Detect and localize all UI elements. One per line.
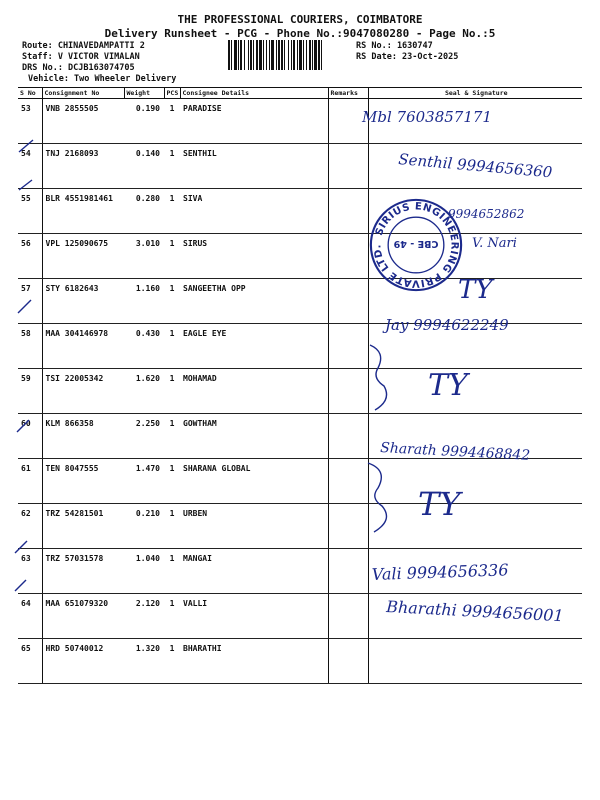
barcode-bar [248,40,249,70]
staff-label: Staff: V VICTOR VIMALAN [22,52,140,62]
signature-58: Jay 9994622249 [385,316,509,334]
consignee-cell: GOWTHAM [180,414,328,459]
consignee-cell: MOHAMAD [180,369,328,414]
signature-56: V. Nari [472,236,517,251]
signature-cell [368,459,582,504]
barcode-bar [309,40,311,70]
sno-cell: 53 [18,99,42,144]
consignee-cell: EAGLE EYE [180,324,328,369]
weight-cell: 0.210 [124,504,164,549]
table-row [18,189,582,234]
consignee-cell: SIVA [180,189,328,234]
weight-cell: 3.010 [124,234,164,279]
barcode-bar [312,40,313,70]
drs-label: DRS No.: DCJB163074705 [22,63,135,73]
signature-54: Senthil 9994656360 [397,150,553,182]
barcode-bar [240,40,242,70]
consignment-cell: KLM 866358 [42,414,124,459]
signature-64: Vali 9994656336 [371,560,509,584]
table-row [18,594,582,639]
signature-cell [368,414,582,459]
barcode-bar [234,40,237,70]
barcode-bar [250,40,252,70]
remarks-cell [328,324,368,369]
signature-65: Bharathi 9994656001 [385,597,565,626]
barcode-bar [297,40,298,70]
pcs-cell: 1 [164,459,180,504]
consignment-cell: MAA 304146978 [42,324,124,369]
barcode-bar [278,40,280,70]
table-header-row [18,88,582,99]
signature-cell [368,549,582,594]
sno-cell: 65 [18,639,42,684]
consignment-cell: STY 6182643 [42,279,124,324]
pcs-cell: 1 [164,324,180,369]
table-row [18,234,582,279]
consignee-cell: SIRUS [180,234,328,279]
remarks-cell [328,459,368,504]
signature-55: 9994652862 [448,207,525,221]
pcs-cell: 1 [164,414,180,459]
sno-cell: 56 [18,234,42,279]
signature-60: TY [428,368,468,403]
table-row [18,324,582,369]
barcode-bar [291,40,292,70]
route-label: Route: CHINAVEDAMPATTI 2 [22,41,145,51]
weight-cell: 1.040 [124,549,164,594]
weight-cell: 0.190 [124,99,164,144]
pcs-cell: 1 [164,369,180,414]
barcode-bar [266,40,267,70]
barcode-bar [281,40,283,70]
signature-cell [368,99,582,144]
barcode-bar [256,40,258,70]
pcs-cell: 1 [164,99,180,144]
col-remarks: Remarks [328,88,368,99]
table-row [18,369,582,414]
weight-cell: 1.620 [124,369,164,414]
weight-cell: 1.470 [124,459,164,504]
table-row [18,639,582,684]
consignment-cell: TEN 8047555 [42,459,124,504]
sno-cell: 62 [18,504,42,549]
barcode-bar [306,40,307,70]
barcode-bar [303,40,304,70]
consignment-cell: TRZ 57031578 [42,549,124,594]
signature-cell [368,369,582,414]
signature-cell [368,504,582,549]
sno-cell: 58 [18,324,42,369]
barcode-bar [284,40,285,70]
remarks-cell [328,99,368,144]
weight-cell: 0.140 [124,144,164,189]
barcode-bar [269,40,270,70]
weight-cell: 0.280 [124,189,164,234]
weight-cell: 1.320 [124,639,164,684]
signature-cell [368,639,582,684]
consignment-cell: TNJ 2168093 [42,144,124,189]
table-row [18,99,582,144]
seal-center-text: CBE - 49 [393,238,439,250]
signature-cell [368,594,582,639]
remarks-cell [328,639,368,684]
weight-cell: 0.430 [124,324,164,369]
col-weight: Weight [124,88,164,99]
consignment-cell: BLR 4551981461 [42,189,124,234]
remarks-cell [328,234,368,279]
consignee-cell: VALLI [180,594,328,639]
table-row [18,414,582,459]
sno-cell: 55 [18,189,42,234]
consignment-cell: TRZ 54281501 [42,504,124,549]
consignee-cell: BHARATHI [180,639,328,684]
table-row [18,549,582,594]
barcode-bar [253,40,254,70]
sno-cell: 64 [18,594,42,639]
sno-cell: 57 [18,279,42,324]
barcode-bar [314,40,317,70]
barcode-bar [293,40,295,70]
pcs-cell: 1 [164,144,180,189]
remarks-cell [328,594,368,639]
barcode-bar [276,40,277,70]
weight-cell: 2.120 [124,594,164,639]
consignee-cell: URBEN [180,504,328,549]
consignee-cell: MANGAI [180,549,328,594]
consignment-cell: MAA 651079320 [42,594,124,639]
barcode-bar [259,40,262,70]
table-row [18,144,582,189]
barcode-bar [299,40,302,70]
signature-57: TY [458,275,493,305]
company-name: THE PROFESSIONAL COURIERS, COIMBATORE [177,13,423,26]
signature-cell [368,324,582,369]
barcode-bar [271,40,274,70]
pcs-cell: 1 [164,189,180,234]
sno-cell: 59 [18,369,42,414]
pcs-cell: 1 [164,549,180,594]
rs-date: RS Date: 23-Oct-2025 [356,52,459,62]
consignee-cell: PARADISE [180,99,328,144]
pcs-cell: 1 [164,594,180,639]
sno-cell: 63 [18,549,42,594]
pcs-cell: 1 [164,279,180,324]
sno-cell: 60 [18,414,42,459]
table-row [18,279,582,324]
signature-63: TY [418,485,461,523]
barcode-bar [228,40,230,70]
pcs-cell: 1 [164,639,180,684]
consignment-cell: TSI 22005342 [42,369,124,414]
col-consignee: Consignee Details [180,88,328,99]
weight-cell: 1.160 [124,279,164,324]
col-sno: S No [18,88,42,99]
consignment-cell: HRD 50740012 [42,639,124,684]
remarks-cell [328,414,368,459]
company-seal [368,197,464,293]
barcode [228,40,352,70]
runsheet-subtitle: Delivery Runsheet - PCG - Phone No.:9047080280 - Page No.:5 [104,27,496,40]
barcode-bar [238,40,239,70]
remarks-cell [328,504,368,549]
pcs-cell: 1 [164,234,180,279]
signature-61: Sharath 9994468842 [379,440,531,464]
seal-ring-text: SIRIUS ENGINEERING PRIVATE LTD. [372,201,460,289]
col-consignment: Consignment No [42,88,124,99]
signature-53: Mbl 7603857171 [362,108,492,126]
table-row [18,459,582,504]
consignee-cell: SENTHIL [180,144,328,189]
remarks-cell [328,144,368,189]
barcode-bar [231,40,232,70]
sno-cell: 61 [18,459,42,504]
consignment-cell: VPL 125090675 [42,234,124,279]
remarks-cell [328,369,368,414]
barcode-bar [244,40,245,70]
consignee-cell: SHARANA GLOBAL [180,459,328,504]
vehicle-label: Vehicle: Two Wheeler Delivery [28,74,177,84]
signature-cell [368,144,582,189]
rs-number: RS No.: 1630747 [356,41,433,51]
barcode-bar [321,40,322,70]
barcode-bar [318,40,320,70]
runsheet-table [18,87,582,684]
col-seal-signature: Seal & Signature [368,88,582,99]
table-row [18,504,582,549]
pcs-cell: 1 [164,504,180,549]
col-pcs: PCS [164,88,180,99]
remarks-cell [328,279,368,324]
weight-cell: 2.250 [124,414,164,459]
sno-cell: 54 [18,144,42,189]
consignee-cell: SANGEETHA OPP [180,279,328,324]
remarks-cell [328,189,368,234]
barcode-bar [288,40,289,70]
remarks-cell [328,549,368,594]
barcode-bar [263,40,264,70]
consignment-cell: VNB 2855505 [42,99,124,144]
